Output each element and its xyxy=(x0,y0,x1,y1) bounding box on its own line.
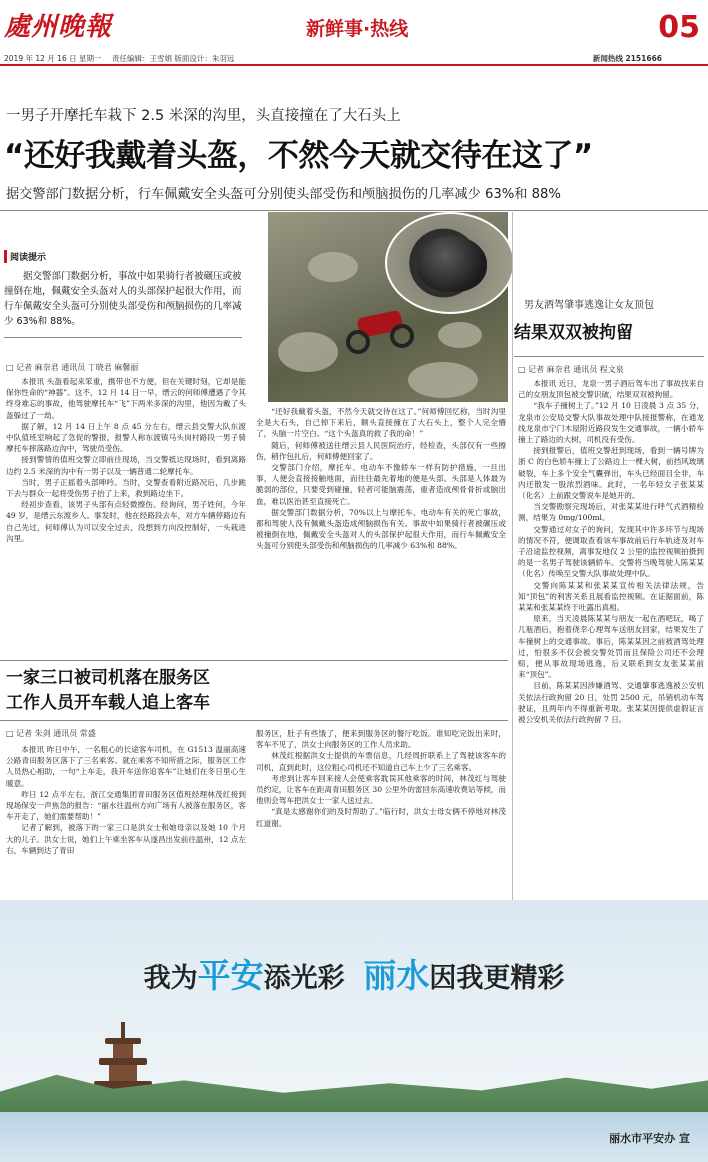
ad-slogan-accent: 丽水 xyxy=(363,956,430,995)
masthead-meta-row xyxy=(0,52,708,66)
motorcycle-shape xyxy=(346,308,416,356)
paragraph: 当交警勘察完现场后，对张某某进行呼气式酒精检测，结果为 0mg/100ml。 xyxy=(518,502,704,523)
editor-credits: 责任编辑：王雪娟 版面设计：朱羽远 xyxy=(112,54,235,63)
read-tip-text: 据交警部门数据分析，事故中如果骑行者被碾压或被撞倒在地，佩戴安全头盔对人的头部保护起很大作用，而行车佩戴安全头盔可分别使头部受伤和颅脑损伤的几率减少 63%和 88%。 xyxy=(4,271,242,327)
paragraph: 据交警部门数据分析，70%以上与摩托车、电动车有关的死亡事故，都和驾驶人没有佩戴头盔造成颅脑损伤有关。事故中如果骑行者被碾压或被撞倒在地，佩戴安全头盔对人的头部保护起很大作用，而行车佩戴安全头盔可分别使头部受伤和颅脑损伤的几率减少 63%和 88%。 xyxy=(256,507,506,551)
helmet-inset-photo xyxy=(385,212,515,314)
story2-headline-line-1: 一家三口被司机落在服务区 xyxy=(6,668,210,688)
paragraph: 林茂红根据洪女士提供的车票信息，几经周折联系上了驾驶该客车的司机，直到此时，这位粗心司机还不知道自己车上少了三名乘客。 xyxy=(256,751,506,772)
paragraph: 本报讯 头盔看起来笨重，携带也不方便，但在关键时刻，它却是能保你性命的“神器”。这不，12 月 14 日一早，缙云的何师傅遭遇了令其终身难忘的事故，他驾驶摩托车“飞”下两米多深的沟里，他因为戴了头盔躲过了一劫。 xyxy=(6,377,246,420)
ad-slogan-accent: 平安 xyxy=(197,956,264,995)
ad-slogan-part: 添光彩 xyxy=(263,963,345,994)
story2-byline: □ 记者 朱剑 通讯员 常盛 xyxy=(6,728,96,739)
main-story-kicker: 一男子开摩托车栽下 2.5 米深的沟里，头直接撞在了大石头上 xyxy=(6,108,401,124)
paragraph: 接到警情的值班交警立即前往现场，当交警抵达现场时，看到离路边约 2.5 米深的沟中有一男子以及一辆普通二轮摩托车。 xyxy=(6,455,246,476)
paragraph: “还好我戴着头盔，不然今天就交待在这了。”何师傅回忆称，当时沟里全是大石头，自己掉下来后，额头直接撞在了大石头上，整个人完全懵了，头脑一片空白。“这个头盔真的救了我的命！” xyxy=(256,407,506,439)
sidebar-story-headline: 结果双双被拘留 xyxy=(514,323,633,343)
story2-column-1 xyxy=(6,744,246,896)
paragraph: 本报讯 昨日中午，一名粗心的长途客车司机，在 G1513 温丽高速公路青田服务区落下了三名乘客。就在乘客不知所措之际，服务区工作人员热心相助，一句“上车走，我开车送你追客车”让她们在冬日里心生暖意。 xyxy=(6,745,246,788)
paragraph: 随后，何师傅被送往缙云县人民医院治疗，经检查，头部仅有一些擦伤，稍作包扎后，何师傅便回家了。 xyxy=(256,440,506,461)
paragraph: 据了解，12 月 14 日上午 8 点 45 分左右，缙云县交警大队东渡中队值班室响起了急促的警报，报警人称东渡镇马头岗村路段一男子骑摩托车摔落路边沟中，驾驶员受伤。 xyxy=(6,421,246,454)
paragraph: 交警部门介绍，摩托车、电动车不像轿车一样有防护措施，一旦出事，人便会直接接触地面，而住往最先着地的便是头部。头部是人体最为脆弱的部位，只要受到碰撞，轻者可能脑震荡，重者造成颅骨骨折或脑出血，难以医治甚至直接死亡。 xyxy=(256,463,506,506)
main-story-column-2 xyxy=(256,406,506,656)
ad-slogan-part: 我为 xyxy=(143,963,198,994)
paragraph: 目前，陈某某因涉嫌酒驾、交通肇事逃逸被公安机关依法行政拘留 20 日，处罚 2500 元，吊销机动车驾驶证，且两年内不得重新考取。张某某因提供虚假证言被公安机关依法行政拘留 7 日。 xyxy=(518,681,704,725)
paragraph: 交警通过对女子的询问，发现其中许多环节与现场的情况不符，便调取查看该车事故前后行车轨迹及对车子沿途监控视频，离事发地仅 2 公里的监控视频拍摄到的是一名男子驾驶该辆轿车。交警将当晚驾驶人陈某某（化名）传唤至交警大队事故处理中队。 xyxy=(518,524,704,579)
paragraph: 原来，当天凌晨陈某某与朋友一起在酒吧玩，喝了几瓶酒后，抱着侥幸心理驾车送朋友回家，结果发生了车撞树上的交通事故。事后，陈某某因之前被酒驾处理过，怕很多不仅会被交警处罚而且保险公司还不会理赔，便从事故现场逃逸，后又联系到女友张某某前来“顶包”。 xyxy=(518,614,704,680)
paragraph: 经初步查看，该男子头部有点轻微擦伤。经询问，男子姓何，今年 49 岁，是缙云东渡乡人。事发时，他在经路段去车，对方车辆停路边有自己先过，何师傅认为可以安全过去，没想到方向没控制好，一头栽进沟里。 xyxy=(6,500,246,543)
paragraph: 记者了解到，被落下的一家三口是洪女士和她母亲以及她 10 个月大的儿子。洪女士说，她们上午乘坐客车从遂昌出发前往温州，12 点左右，车辆到达了青田 xyxy=(6,823,246,855)
public-service-ad xyxy=(0,900,708,1162)
ad-sponsor: 丽水市平安办 宣 xyxy=(609,1132,690,1145)
paragraph: “真是太感谢你们的及时帮助了。”临行时，洪女士母女俩不停地对林茂红道谢。 xyxy=(256,807,506,828)
page-number: 05 xyxy=(658,10,700,45)
main-story-headline: “还好我戴着头盔，不然今天就交待在这了” xyxy=(4,138,593,174)
news-hotline: 新闻热线 2151666 xyxy=(592,54,662,63)
story2-divider xyxy=(0,720,508,721)
paragraph: 服务区，肚子有些饿了，便来到服务区的餐厅吃饭。谁知吃完饭出来时，客车不见了，洪女士向服务区的工作人员求助。 xyxy=(256,729,506,750)
section-title: 新鲜事·热线 xyxy=(306,18,409,40)
main-story-subhead: 据交警部门数据分析，行车佩戴安全头盔可分别使头部受伤和颅脑损伤的几率减少 63%和 88% xyxy=(6,187,561,202)
issue-date: 2019 年 12 月 16 日 星期一 xyxy=(4,54,102,63)
read-tip-label: 阅读提示 xyxy=(4,250,242,263)
main-story-column-1 xyxy=(6,376,246,656)
paragraph: 考虑到让客车回来接人会使乘客耽误其他乘客的时间，林茂红与驾驶员约定，让客车在距离青田服务区 30 公里外的雷回东高速收费站等候，而他则会驾车把洪女士一家人送过去。 xyxy=(256,773,506,806)
ad-slogan xyxy=(0,950,708,997)
column-divider xyxy=(512,212,513,900)
story-divider xyxy=(0,660,508,661)
sidebar-story-body xyxy=(518,378,704,896)
headline-divider xyxy=(0,210,708,211)
newspaper-logo: 處州晚報 xyxy=(4,12,113,42)
story2-column-2 xyxy=(256,728,506,896)
paragraph: 当时，男子正摇着头部呻吟。当时，交警查看附近路况后，几步跳下去与群众一起将受伤男子抬了上来，救到路边坐下。 xyxy=(6,477,246,499)
paragraph: 昨日 12 点半左右，浙江交通集团青田服务区值班经理林茂红接到现场保安一声焦急的报告：“丽水往温州方向广场有人被落在服务区，客车开走了，她们需要帮助！” xyxy=(6,789,246,822)
paragraph: 交警向陈某某和张某某宣传相关法律法规，告知“顶包”的利害关系且展看监控视频。在证据面前，陈某某和张某某终于吐露出真相。 xyxy=(518,580,704,613)
main-story-byline: □ 记者 麻奈君 通讯员 丁晓君 麻馨丽 xyxy=(6,362,138,373)
sidebar-divider xyxy=(514,356,704,357)
paragraph: 本报讯 近日，龙泉一男子酒后驾车出了事故找来自己的女朋友顶包被交警识破，结果双双被拘留。 xyxy=(518,379,704,400)
story2-headline-line-2: 工作人员开车载人追上客车 xyxy=(6,693,210,713)
helmet-shape xyxy=(417,236,487,292)
story2-headline xyxy=(6,666,210,716)
river-illustration xyxy=(0,1112,708,1162)
paragraph: “我车子撞树上了。”12 月 10 日凌晨 3 点 35 分，龙泉市公安局交警大队事故处理中队接报警称，在通龙线龙泉市宁门木屋附近路段发生交通事故，一辆小轿车撞上了路边的大树，司机没有受伤。 xyxy=(518,401,704,445)
read-tip-divider xyxy=(4,337,242,338)
ad-slogan-part: 因我更精彩 xyxy=(429,963,565,994)
sidebar-story-kicker: 男友酒驾肇事逃逸让女友顶包 xyxy=(524,300,654,311)
masthead xyxy=(0,0,708,60)
read-tip-box xyxy=(4,250,242,338)
sidebar-story-byline: □ 记者 麻奈君 通讯员 程文泉 xyxy=(518,364,624,375)
paragraph: 接到报警后，值班交警赶到现场，看到一辆号牌为浙 C 的白色轿车撞上了公路边上一棵大树，前挡风玻璃破裂，车上多个安全气囊弹出，车头已经面目全非，车内还散发一股浓烈酒味。此时，一名年轻女子张某某（化名）上前跟交警说车是她开的。 xyxy=(518,446,704,501)
